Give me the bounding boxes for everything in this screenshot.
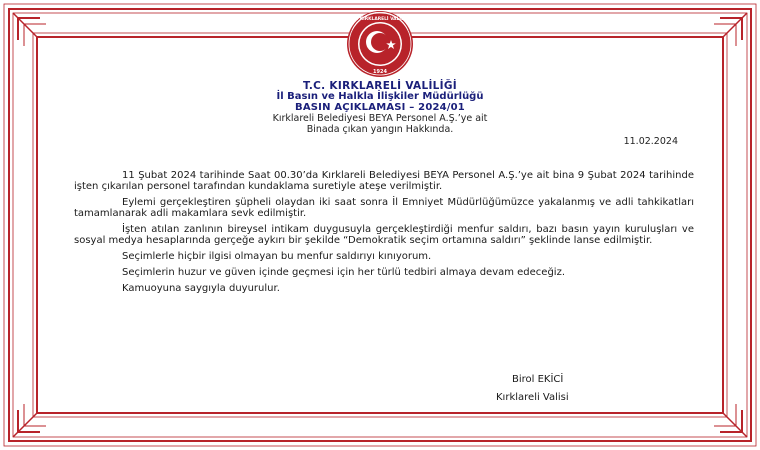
signatory-title: Kırklareli Valisi — [496, 392, 569, 403]
seal-emblem — [318, 10, 442, 78]
seal-year: 1924 — [373, 69, 387, 75]
paragraph: 11 Şubat 2024 tarihinde Saat 00.30’da Kırklareli Belediyesi BEYA Personel A.Ş.’ye ait bina 9 Şubat 2024 tarihinde işten çıkarılan personel tarafından kundaklama suretiyle ateşe verilmiştir. — [74, 170, 694, 192]
header-announcement: BASIN AÇIKLAMASI – 2024/01 — [295, 102, 465, 113]
signatory-name: Birol EKİCİ — [512, 374, 564, 385]
seal-ring-text: T.C. KIRKLARELİ VALİLİĞİ — [349, 17, 411, 22]
paragraph: İşten atılan zanlının bireysel intikam duygusuyla gerçekleştirdiği menfur saldırı, bazı basın yayın kuruluşları ve sosyal medya hesaplarında gerçeğe aykırı bir şekilde “Demokratik seçim ortamına saldırı” şeklinde lanse edilmiştir. — [74, 224, 694, 246]
subject-line-1: Kırklareli Belediyesi BEYA Personel A.Ş.’ye ait — [272, 113, 488, 124]
statement-body — [74, 170, 694, 299]
subject-line-2: Binada çıkan yangın Hakkında. — [306, 124, 454, 135]
paragraph: Seçimlerin huzur ve güven içinde geçmesi için her türlü tedbiri almaya devam edeceğiz. — [122, 267, 566, 278]
paragraph: Seçimlerle hiçbir ilgisi olmayan bu menfur saldırıyı kınıyorum. — [122, 251, 432, 262]
paragraph: Eylemi gerçekleştiren şüpheli olaydan iki saat sonra İl Emniyet Müdürlüğümüzce yakalanmış ve adli tahkikatları tamamlanarak adli makamlara sevk edilmiştir. — [74, 197, 694, 219]
paragraph: Kamuoyuna saygıyla duyurulur. — [122, 283, 280, 294]
header-title: T.C. KIRKLARELİ VALİLİĞİ — [303, 80, 457, 92]
document-date: 11.02.2024 — [623, 136, 678, 147]
header-department: İl Basın ve Halkla İlişkiler Müdürlüğü — [276, 91, 484, 102]
